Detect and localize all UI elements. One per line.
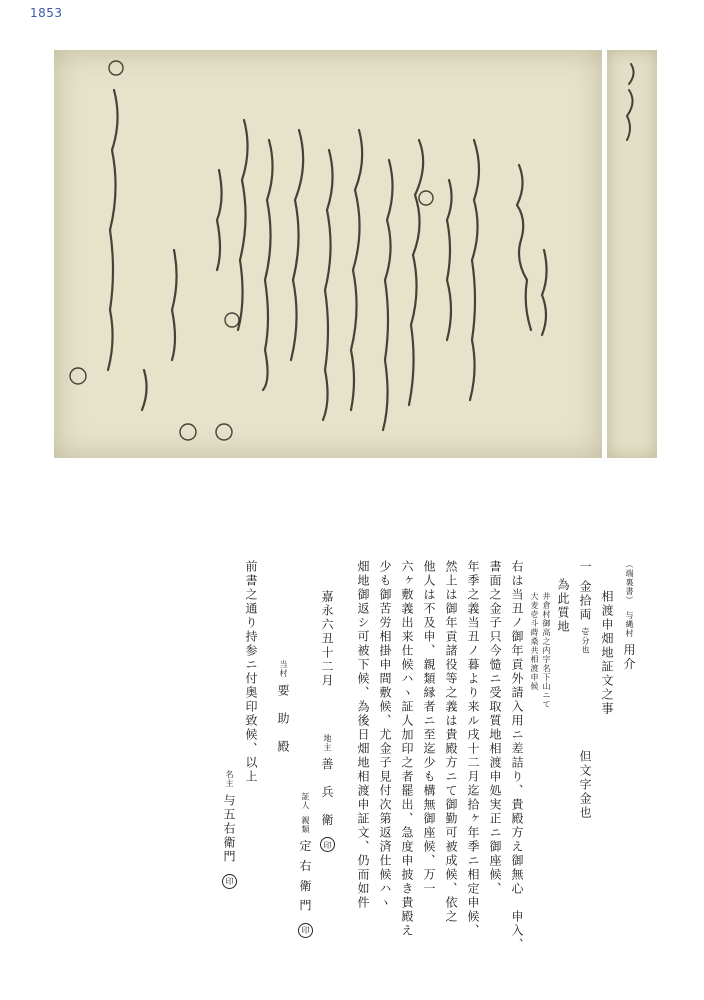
- body-line-8: 畑地御返シ可被下候、為後日畑地相渡申証文、仍而如件: [356, 560, 370, 910]
- document-scan: [54, 50, 602, 458]
- line-amount: 一 金拾両 壱分也 但文字金也: [578, 560, 592, 821]
- transcription: [218, 560, 640, 980]
- seal-mark: 印: [320, 837, 335, 852]
- line-endorsement: （端裏書） 与縄村 用介: [622, 560, 636, 672]
- line-land-b: 大麦壱斗蒔桑共相渡申候: [530, 592, 539, 691]
- line-addressee: 当村 要 助 殿: [276, 660, 290, 754]
- seal-mark: 印: [298, 923, 313, 938]
- wrapper-strokes: [607, 50, 657, 458]
- body-line-5: 他人は不及申、親類縁者ニ至迄少も構無御座候、万一: [422, 560, 436, 896]
- handwriting-strokes: [54, 50, 602, 458]
- line-endorsement-seal: 前書之通り持参ニ付奥印致候、以上: [244, 560, 258, 784]
- seal-mark: 印: [222, 874, 237, 889]
- wrapper-scan: [607, 50, 657, 458]
- line-collateral: 為此質地: [556, 578, 570, 634]
- line-land-a: 井倉村御高之内字名下山ニて: [542, 592, 551, 709]
- body-line-6: 六ヶ敷義出来仕候ハヽ証人加印之者罷出、急度申披き貴殿え: [400, 560, 414, 938]
- line-guarantor: 証人 親類 定 右 衛 門 印: [294, 560, 316, 980]
- document-title: 相渡申畑地証文之事: [600, 590, 614, 716]
- body-line-4: 然上は御年貢諸役等之義は貴殿方ニて御勤可被成候、依之: [444, 560, 458, 924]
- body-line-7: 少も御苦労相掛申間敷候、尤金子見付次第返済仕候ハヽ: [378, 560, 392, 910]
- body-line-3: 年季之義当丑ノ暮より来ル戌十二月迄拾ヶ年季ニ相定申候、: [466, 560, 480, 938]
- body-line-1: 右は当丑ノ御年貢外請入用ニ差詰り、貴殿方え御無心 申入、: [510, 560, 524, 952]
- page-number: 1853: [30, 6, 63, 20]
- line-headman: 名主 与五右衛門 印: [218, 560, 240, 980]
- line-date-landowner: 嘉永六丑十二月 地主 善 兵 衛 印: [316, 560, 338, 980]
- body-line-2: 書面之金子只今慥ニ受取質地相渡申処実正ニ御座候、: [488, 560, 502, 896]
